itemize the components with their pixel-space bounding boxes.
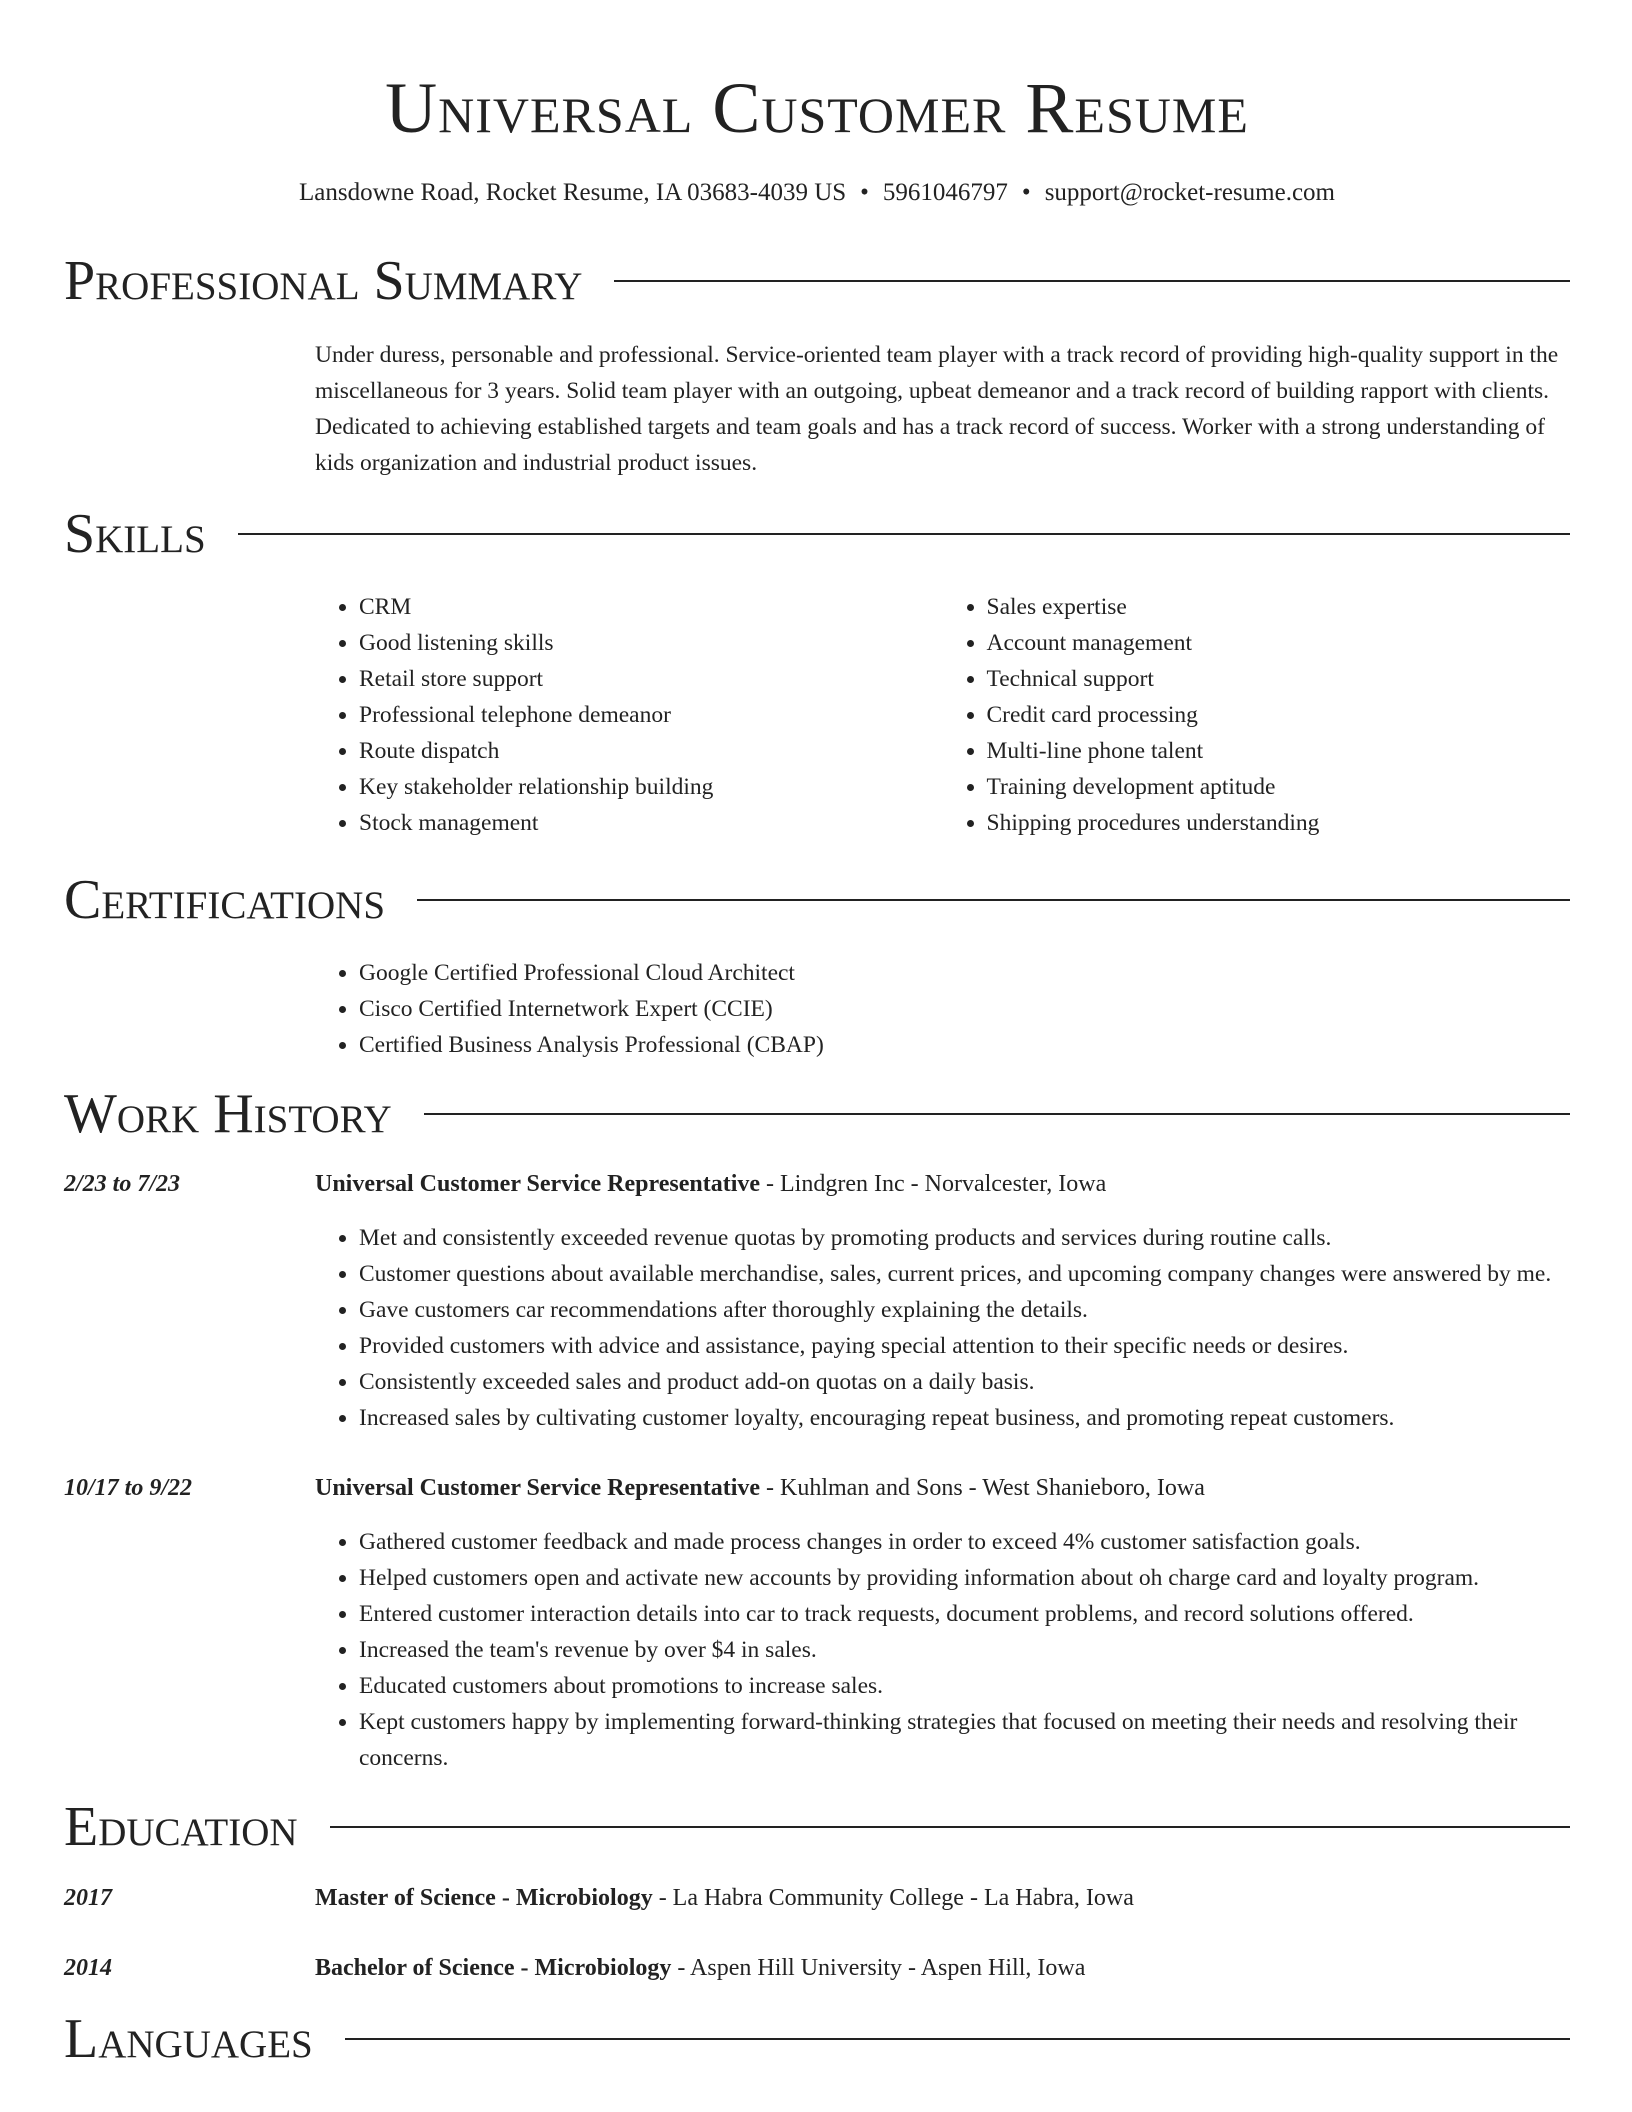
separator: • (860, 179, 869, 206)
list-item: • Account management (987, 625, 1571, 661)
education-heading (315, 1950, 1085, 1986)
skills-list (315, 589, 1570, 841)
section-divider (330, 1826, 1570, 1828)
list-item: • Helped customers open and activate new accounts by providing information about oh charge card and loyalty program. (359, 1560, 1570, 1596)
job-title: Universal Customer Service Representative (315, 1171, 761, 1197)
contact-line (64, 174, 1570, 212)
certifications-section-header (64, 869, 1570, 931)
list-item: • Sales expertise (987, 589, 1571, 625)
summary-text: Under duress, personable and professional. Service-oriented team player with a track record of providing high-quality support in the miscellaneous for 3 years. Solid team player with an outgoing, upbeat demeanor and a track record of building rapport with clients. Dedicated to achieving established targets and team goals and has a track record of success. Worker with a strong understanding of kids organization and industrial product issues. (315, 342, 1559, 476)
degree: Master of Science - Microbiology (315, 1885, 653, 1911)
list-item: • Good listening skills (359, 625, 943, 661)
separator: • (1021, 179, 1031, 206)
school: - Aspen Hill University - Aspen Hill, Iowa (671, 1955, 1086, 1981)
phone: 5961046797 (882, 179, 1008, 206)
list-item: • CRM (359, 589, 943, 625)
education-entry (64, 1950, 1570, 1986)
list-item: • Professional telephone demeanor (359, 697, 943, 733)
list-item: • Increased sales by cultivating customer loyalty, encouraging repeat business, and promoting repeat customers. (359, 1400, 1570, 1436)
skills-column-right (943, 589, 1571, 841)
list-item: • Cisco Certified Internetwork Expert (CCIE) (359, 991, 1570, 1027)
job-entry (64, 1470, 1570, 1506)
list-item: • Consistently exceeded sales and product add-on quotas on a daily basis. (359, 1364, 1570, 1400)
section-title: Skills (64, 503, 206, 565)
school: - La Habra Community College - La Habra, Iowa (652, 1885, 1134, 1911)
languages-section-header (64, 2008, 1570, 2070)
education-year: 2014 (64, 1955, 112, 1981)
section-divider (424, 1113, 1570, 1115)
list-item: • Credit card processing (987, 697, 1571, 733)
section-title: Professional Summary (64, 250, 583, 312)
list-item: • Google Certified Professional Cloud Architect (359, 955, 1570, 991)
job-title: Universal Customer Service Representative (315, 1475, 761, 1501)
list-item: • Certified Business Analysis Professional (CBAP) (359, 1027, 1570, 1063)
list-item: • Route dispatch (359, 733, 943, 769)
job-heading (315, 1166, 1106, 1202)
section-title: Languages (64, 2008, 313, 2070)
job-employer: - Lindgren Inc - Norvalcester, Iowa (760, 1171, 1107, 1197)
degree: Bachelor of Science - Microbiology (315, 1955, 672, 1981)
job-heading (315, 1470, 1205, 1506)
job-entry (64, 1166, 1570, 1202)
section-title: Education (64, 1796, 298, 1858)
section-divider (614, 280, 1570, 282)
education-section-header (64, 1796, 1570, 1858)
list-item: • Training development aptitude (987, 769, 1571, 805)
section-divider (238, 533, 1570, 535)
email: support@rocket-resume.com (1044, 179, 1335, 206)
section-divider (417, 899, 1570, 901)
education-year: 2017 (64, 1885, 112, 1911)
list-item: • Provided customers with advice and assistance, paying special attention to their specific needs or desires. (359, 1328, 1570, 1364)
job-bullets (315, 1220, 1570, 1436)
list-item: • Retail store support (359, 661, 943, 697)
skills-column-left (315, 589, 943, 841)
summary-section-header (64, 250, 1570, 312)
list-item: • Gave customers car recommendations after thoroughly explaining the details. (359, 1292, 1570, 1328)
job-bullets (315, 1524, 1570, 1776)
list-item: • Gathered customer feedback and made process changes in order to exceed 4% customer satisfaction goals. (359, 1524, 1570, 1560)
work-history-section-header (64, 1083, 1570, 1145)
section-title: Certifications (64, 869, 386, 931)
list-item: • Key stakeholder relationship building (359, 769, 943, 805)
resume-page (64, 0, 1570, 2070)
section-divider (345, 2038, 1570, 2040)
certifications-list (315, 955, 1570, 1063)
education-heading (315, 1880, 1134, 1916)
list-item: • Multi-line phone talent (987, 733, 1571, 769)
skills-section-header (64, 503, 1570, 565)
job-dates: 10/17 to 9/22 (64, 1475, 193, 1501)
list-item: • Stock management (359, 805, 943, 841)
education-entry (64, 1880, 1570, 1916)
list-item: • Technical support (987, 661, 1571, 697)
list-item: • Kept customers happy by implementing forward-thinking strategies that focused on meeting their needs and resolving their concerns. (359, 1704, 1570, 1776)
job-dates: 2/23 to 7/23 (64, 1171, 181, 1197)
list-item: • Entered customer interaction details into car to track requests, document problems, and record solutions offered. (359, 1596, 1570, 1632)
list-item: • Increased the team's revenue by over $4 in sales. (359, 1632, 1570, 1668)
list-item: • Met and consistently exceeded revenue quotas by promoting products and services during routine calls. (359, 1220, 1570, 1256)
section-title: Work History (64, 1083, 392, 1145)
list-item: • Educated customers about promotions to increase sales. (359, 1668, 1570, 1704)
list-item: • Customer questions about available merchandise, sales, current prices, and upcoming company changes were answered by me. (359, 1256, 1570, 1292)
candidate-name: Universal Customer Resume (385, 68, 1249, 148)
job-employer: - Kuhlman and Sons - West Shanieboro, Iowa (760, 1475, 1205, 1501)
address: Lansdowne Road, Rocket Resume, IA 03683-4039 US (299, 179, 847, 206)
list-item: • Shipping procedures understanding (987, 805, 1571, 841)
